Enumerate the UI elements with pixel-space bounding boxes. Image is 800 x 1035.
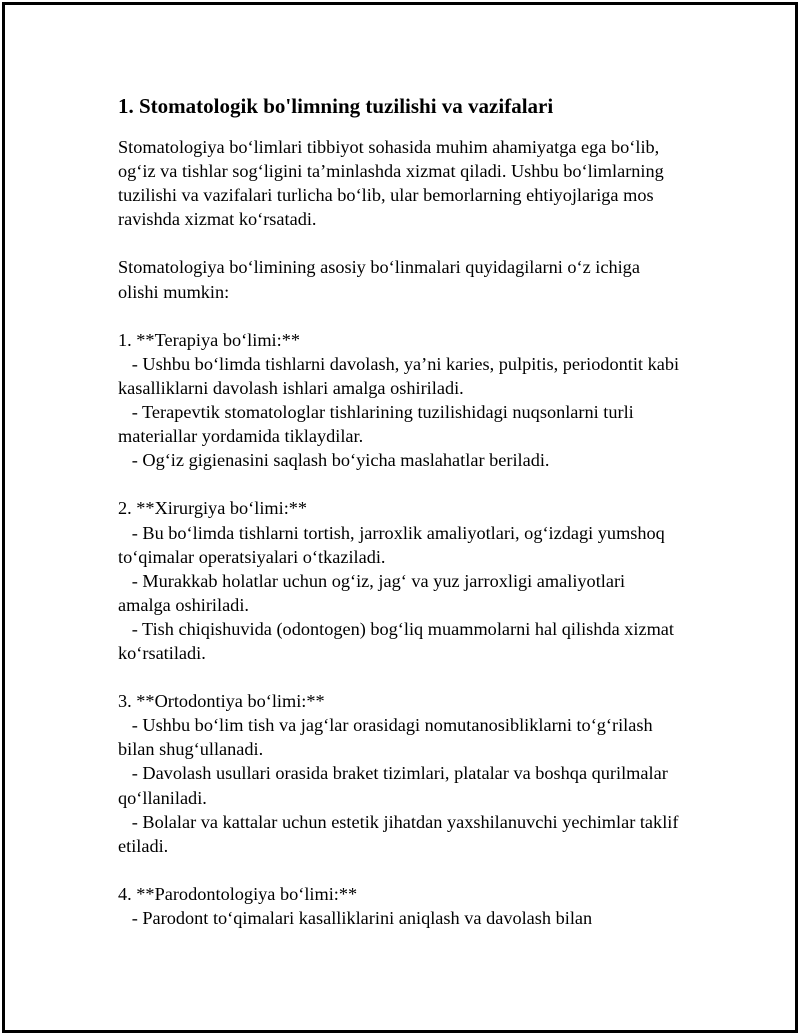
text-line: olishi mumkin: (118, 281, 230, 302)
text-line: tuzilishi va vazifalari turlicha bo‘lib, ular bemorlarning ehtiyojlariga mos (118, 185, 654, 206)
list-item-heading: 1. **Terapiya bo‘limi:** (118, 329, 300, 350)
text-line: bilan shug‘ullanadi. (118, 739, 264, 760)
list-item-heading: 2. **Xirurgiya bo‘limi:** (118, 498, 308, 519)
paragraph-intro (118, 135, 679, 231)
list-item-xirurgiya (118, 496, 679, 665)
document-title: 1. Stomatologik bo'limning tuzilishi va vazifalari (118, 94, 554, 118)
list-item-parodontologiya (118, 882, 679, 930)
text-line: materiallar yordamida tiklaydilar. (118, 426, 364, 447)
text-line: - Ushbu bo‘lim tish va jag‘lar orasidagi nomutanosibliklarni to‘g‘rilash (118, 715, 653, 736)
text-line: amalga oshiriladi. (118, 594, 249, 615)
text-line: - Og‘iz gigienasini saqlash bo‘yicha maslahatlar beriladi. (118, 450, 550, 471)
text-line: ko‘rsatiladi. (118, 642, 206, 663)
text-line: Stomatologiya bo‘limining asosiy bo‘linmalari quyidagilarni o‘z ichiga (118, 257, 640, 278)
text-line: - Tish chiqishuvida (odontogen) bog‘liq muammolarni hal qilishda xizmat (118, 618, 674, 639)
text-line: etiladi. (118, 835, 169, 856)
text-line: qo‘llaniladi. (118, 787, 207, 808)
list-item-terapiya (118, 328, 679, 473)
text-line: og‘iz va tishlar sog‘ligini ta’minlashda xizmat qiladi. Ushbu bo‘limlarning (118, 161, 664, 182)
list-item-heading: 3. **Ortodontiya bo‘limi:** (118, 691, 325, 712)
text-line: kasalliklarni davolash ishlari amalga oshiriladi. (118, 377, 464, 398)
text-line: - Parodont to‘qimalari kasalliklarini aniqlash va davolash bilan (118, 908, 593, 928)
list-item-ortodontiya (118, 689, 679, 858)
text-line: to‘qimalar operatsiyalari o‘tkaziladi. (118, 546, 386, 567)
text-line: Stomatologiya bo‘limlari tibbiyot sohasida muhim ahamiyatga ega bo‘lib, (118, 137, 660, 157)
text-line: - Ushbu bo‘limda tishlarni davolash, ya’ni karies, pulpitis, periodontit kabi (118, 353, 680, 374)
text-line: - Murakkab holatlar uchun og‘iz, jag‘ va yuz jarroxligi amaliyotlari (118, 570, 626, 591)
text-line: - Bu bo‘limda tishlarni tortish, jarroxlik amaliyotlari, og‘izdagi yumshoq (118, 522, 665, 543)
document-body (118, 135, 679, 930)
text-line: ravishda xizmat ko‘rsatadi. (118, 209, 317, 230)
list-item-heading: 4. **Parodontologiya bo‘limi:** (118, 883, 358, 904)
paragraph-subdivisions (118, 255, 679, 303)
text-line: - Terapevtik stomatologlar tishlarining tuzilishidagi nuqsonlarni turli (118, 402, 634, 423)
text-line: - Davolash usullari orasida braket tizimlari, platalar va boshqa qurilmalar (118, 763, 668, 784)
text-line: - Bolalar va kattalar uchun estetik jihatdan yaxshilanuvchi yechimlar taklif (118, 811, 679, 832)
